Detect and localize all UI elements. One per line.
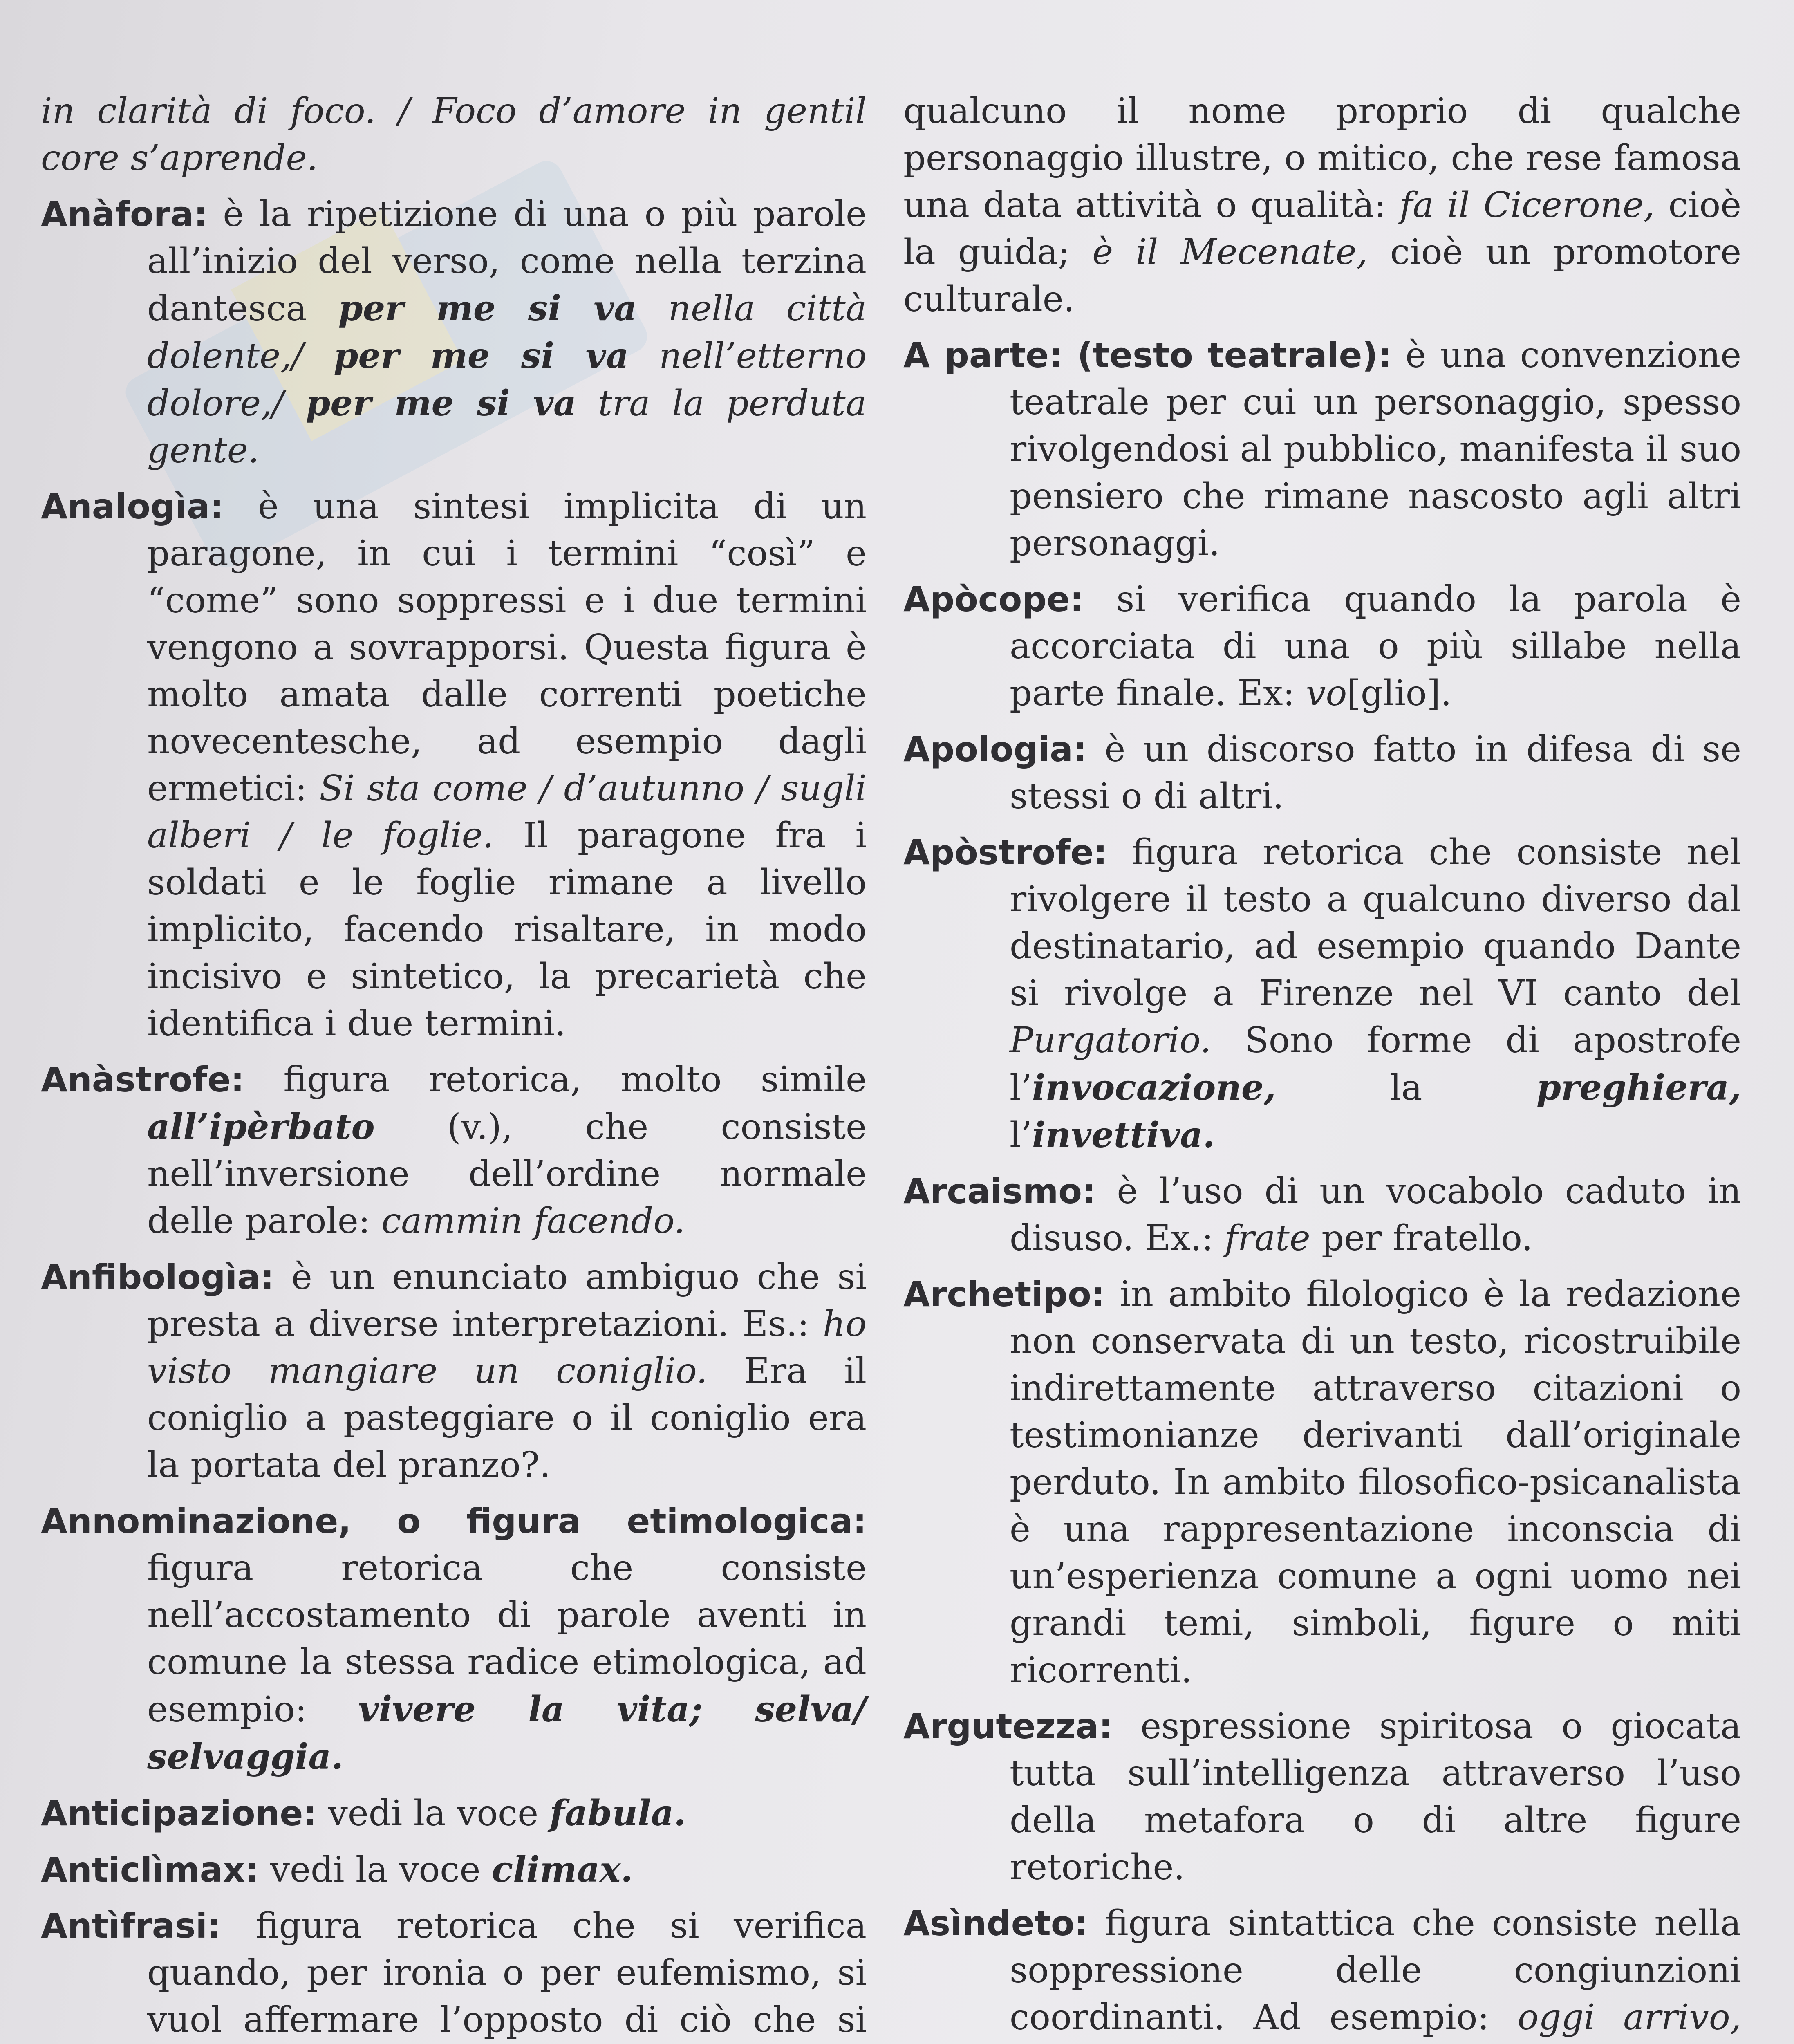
glossary-entry: [903, 1271, 1741, 1694]
entry-text: è un enunciato ambiguo che si presta a diverse interpretazioni. Es.:: [147, 1257, 867, 1345]
entry-text: cioè un promotore culturale.: [903, 232, 1742, 320]
glossary-entry: [41, 1056, 867, 1245]
entry-text: è l’uso di un vocabolo caduto in disuso. Ex.:: [1010, 1171, 1741, 1259]
glossary-entry: [903, 1900, 1741, 2044]
glossary-entry: [41, 1790, 867, 1837]
entry-text: nell’etterno dolore,/: [147, 336, 867, 424]
entry-text: cammin facendo.: [381, 1201, 685, 1242]
entry-text: invocazione,: [1032, 1067, 1276, 1108]
entry-text: Si sta come / d’autunno / sugli alberi / le foglie.: [147, 768, 867, 856]
entry-term: Annominazione, o figura etimologica:: [41, 1501, 867, 1541]
entry-text: per me si va: [338, 288, 637, 329]
column-left: [41, 88, 867, 2044]
entry-text: in clarità di foco. / Foco d’amore in gentil core s’aprende.: [41, 91, 867, 179]
entry-term: Apòcope:: [903, 579, 1084, 619]
entry-term: Anticipazione:: [41, 1793, 317, 1833]
entry-text: tra la perduta gente.: [147, 383, 867, 471]
entry-text: vivere la vita; selva/ selvaggia.: [147, 1689, 867, 1777]
entry-text: figura retorica, molto simile: [244, 1059, 867, 1100]
entry-text: [glio].: [1347, 673, 1452, 714]
column-right: [903, 88, 1741, 2044]
entry-text: preghiera,: [1536, 1067, 1741, 1108]
entry-term: Anticlìmax:: [41, 1850, 259, 1890]
entry-text: è una sintesi implicita di un paragone, in cui i termini “così” e “come” sono soppressi e i due termini vengono a sovrapporsi. Questa figura è molto amata dalle correnti poetiche novecentesche, ad esempio dagli ermetici:: [147, 486, 867, 809]
entry-text: per me si va: [306, 383, 576, 424]
entry-term: Arcaismo:: [903, 1171, 1096, 1211]
entry-text: invettiva.: [1032, 1114, 1215, 1156]
entry-text: per fratello.: [1310, 1218, 1533, 1259]
glossary-entry: [41, 1846, 867, 1894]
entry-text: figura retorica che consiste nel rivolgere il testo a qualcuno diverso dal destinatario, ad esempio quando Dante si rivolge a Firenze nel VI canto del: [1010, 832, 1741, 1014]
entry-text: l’: [1010, 1115, 1032, 1156]
entry-text: per me si va: [334, 335, 629, 377]
glossary-entry: [41, 1254, 867, 1489]
entry-text: ho visto mangiare un coniglio.: [147, 1304, 867, 1392]
entry-text: qualcuno il nome proprio di qualche personaggio illustre, o mitico, che rese famosa una data attività o qualità:: [903, 91, 1741, 226]
entry-term: Asìndeto:: [903, 1903, 1088, 1943]
entry-text: figura retorica che si verifica quando, per ironia o per eufemismo, si vuol affermare l’opposto di ciò che si: [147, 1905, 867, 2040]
glossary-entry: [41, 191, 867, 474]
entry-text: vedi la voce: [259, 1849, 492, 1890]
glossary-entry: [41, 1498, 867, 1781]
glossary-entry: [903, 1168, 1741, 1262]
entry-term: Apologia:: [903, 729, 1087, 769]
entry-text: climax.: [491, 1849, 633, 1890]
entry-text: fa il Cicerone,: [1400, 185, 1655, 226]
glossary-entry: [903, 726, 1741, 820]
entry-text: cioè la guida;: [903, 185, 1741, 273]
entry-text: espressione spiritosa o giocata tutta sull’intelligenza attraverso l’uso della metafora o di altre figure retoriche.: [1010, 1706, 1741, 1888]
entry-term: A parte: (testo teatrale):: [903, 335, 1392, 375]
entry-term: Anàfora:: [41, 194, 208, 234]
entry-text: in ambito filologico è la redazione non conservata di un testo, ricostruibile indirettamente attraverso citazioni o testimonianze derivanti dall’originale perduto. In ambito filosofico-psicanalista è una rappresentazione inconscia di un’esperienza comune a ogni uomo nei grandi temi, simboli, figure o miti ricorrenti.: [1010, 1274, 1741, 1691]
entry-term: Anàstrofe:: [41, 1060, 244, 1100]
glossary-entry: [903, 88, 1741, 323]
entry-text: è una convenzione teatrale per cui un personaggio, spesso rivolgendosi al pubblico, manifesta il suo pensiero che rimane nascosto agli altri personaggi.: [1010, 335, 1741, 564]
glossary-entry: [41, 88, 867, 182]
entry-term: Anfibologìa:: [41, 1257, 274, 1297]
entry-text: vedi la voce: [316, 1793, 550, 1834]
entry-text: Purgatorio.: [1010, 1020, 1212, 1061]
entry-text: Era il coniglio a pasteggiare o il coniglio era la portata del pranzo?.: [147, 1351, 867, 1486]
entry-text: fabula.: [549, 1793, 686, 1834]
entry-text: figura retorica che consiste nell’accostamento di parole aventi in comune la stessa radice etimologica, ad esempio:: [147, 1548, 867, 1730]
entry-text: vo: [1306, 673, 1347, 714]
glossary-entry: [903, 576, 1741, 717]
entry-term: Archetipo:: [903, 1274, 1105, 1314]
entry-term: Argutezza:: [903, 1706, 1113, 1746]
entry-text: nella città dolente,/: [147, 288, 867, 377]
entry-text: oggi arrivo,: [1517, 1997, 1741, 2038]
glossary-entry: [903, 1703, 1741, 1891]
entry-term: Antìfrasi:: [41, 1906, 221, 1946]
entry-text: all’ipèrbato: [147, 1106, 375, 1148]
entry-text: si verifica quando la parola è accorciata di una o più sillabe nella parte finale. Ex:: [1010, 579, 1741, 714]
entry-text: è il Mecenate,: [1092, 232, 1368, 273]
entry-text: è un discorso fatto in difesa di se stessi o di altri.: [1010, 729, 1741, 817]
glossary-entry: [41, 1903, 867, 2044]
glossary-entry: [41, 483, 867, 1047]
entry-text: è la ripetizione di una o più parole all’inizio del verso, come nella terzina dantesca: [147, 194, 867, 329]
glossary-entry: [903, 829, 1741, 1159]
entry-text: frate: [1225, 1218, 1310, 1259]
entry-term: Apòstrofe:: [903, 832, 1108, 872]
entry-text: (v.), che consiste nell’inversione dell’ordine normale delle parole:: [147, 1107, 867, 1242]
entry-text: figura sintattica che consiste nella soppressione delle congiunzioni coordinanti. Ad esempio:: [1010, 1903, 1741, 2038]
entry-text: Sono forme di apostrofe l’: [1010, 1020, 1741, 1108]
glossary-entry: [903, 332, 1741, 567]
entry-term: Analogìa:: [41, 486, 224, 527]
entry-text: la: [1276, 1067, 1536, 1108]
entry-text: Il paragone fra i soldati e le foglie rimane a livello implicito, facendo risaltare, in modo incisivo e sintetico, la precarietà che identifica i due termini.: [147, 815, 867, 1044]
